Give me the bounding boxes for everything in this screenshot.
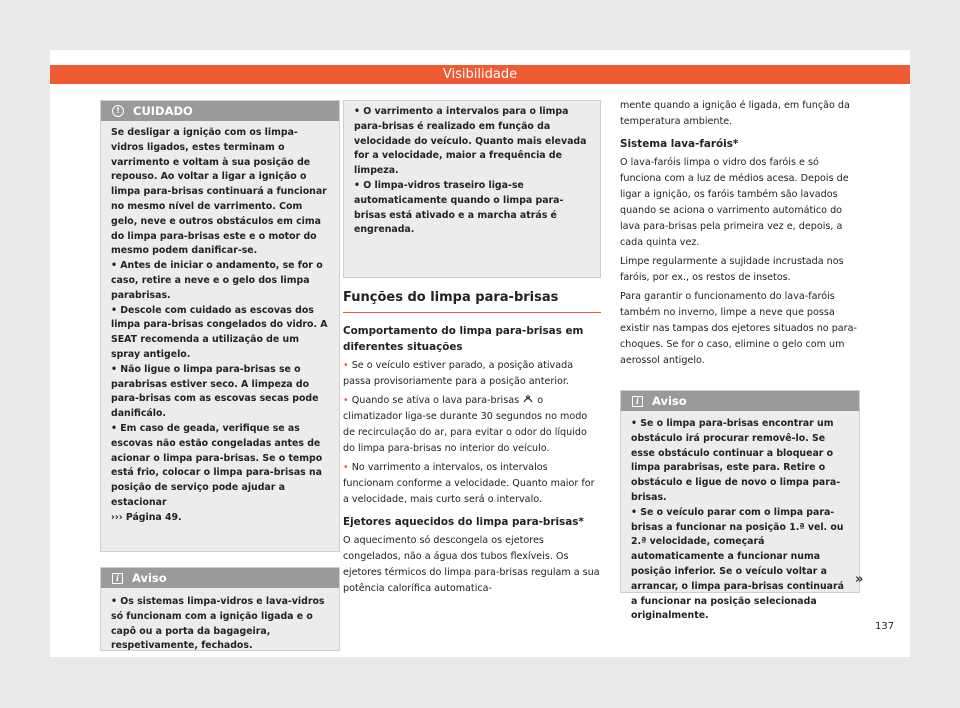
caution-item: • Antes de iniciar o andamento, se for o caso, retire a neve e o gelo dos limpa parabrisas. — [111, 260, 323, 301]
notice-box-left — [100, 567, 340, 651]
notice-right-item: • Se o veículo parar com o limpa para-brisas a funcionar na posição 1.ª vel. ou 2.ª velocidade, começará automaticamente a funcionar numa posição inferior. Se o veículo voltar a arrancar, o limpa para-brisas continuará a funcionar na posição selecionada originalmente. — [631, 506, 844, 622]
notice-right-title: Aviso — [652, 394, 687, 408]
notice-right-item: • Se o limpa para-brisas encontrar um obstáculo irá procurar removê-lo. Se esse obstáculo continuar a bloquear o limpa parabrisas, este para. Retire o obstáculo e ligue de novo o limpa para-brisas. — [631, 418, 841, 503]
behavior-item: • No varrimento a intervalos, os intervalos funcionam conforme a velocidade. Quanto maior for a velocidade, mais curto será o intervalo. — [343, 462, 595, 505]
wiper-info-body — [344, 101, 600, 238]
notice-box-left-header — [101, 568, 339, 588]
caution-item: • Descole com cuidado as escovas dos limpa para-brisas congelados do vidro. A SEAT recomenda a utilização de um spray antigelo. — [111, 304, 328, 360]
caution-box — [100, 100, 340, 552]
caution-body — [101, 121, 339, 526]
notice-left-title: Aviso — [132, 571, 167, 585]
notice-box-right-header — [621, 391, 859, 411]
notice-box-right — [620, 390, 860, 622]
headlight-title: Sistema lava-faróis* — [620, 138, 739, 150]
heated-title: Ejetores aquecidos do limpa para-brisas* — [343, 516, 584, 528]
behavior-title: Comportamento do limpa para-brisas em diferentes situações — [343, 325, 584, 353]
caution-item: • Em caso de geada, verifique se as escovas não estão congeladas antes de acionar o limpa para-brisas. Se o tempo está frio, colocar o limpa para-brisas na posição de serviço pode ajudar a estacionar — [111, 422, 323, 508]
header-band — [50, 65, 910, 84]
manual-page — [50, 50, 910, 657]
wiper-info-item: • O limpa-vidros traseiro liga-se automaticamente quando o limpa para-brisas está ativado e a marcha atrás é engrenada. — [354, 179, 564, 236]
wiper-info-box — [343, 100, 601, 278]
section-title: Funções do limpa para-brisas — [343, 290, 601, 313]
caution-page-ref[interactable]: ››› Página 49. — [111, 511, 182, 523]
page-number: 137 — [875, 621, 895, 632]
headlight-para: O lava-faróis limpa o vidro dos faróis e só funciona com a luz de médios acesa. Depois de ligar a ignição, os faróis também são lavados quando se aciona o varrimento automático do lava para-brisas pela primeira vez e, depois, a cada quinta vez. — [620, 157, 849, 248]
continued-text: mente quando a ignição é ligada, em função da temperatura ambiente. — [620, 100, 850, 127]
column-three — [620, 98, 862, 372]
caution-intro: Se desligar a ignição com os limpa-vidros ligados, estes terminam o varrimento e voltam à sua posição de repouso. Ao voltar a ligar a ignição o limpa para-brisas continuará a funcionar no mesmo nível de varrimento. Com gelo, neve e outros obstáculos em cima do limpa para-brisas este e o motor do mesmo podem danificar-se. — [111, 127, 327, 257]
caution-box-header — [101, 101, 339, 121]
notice-left-item: • Os sistemas limpa-vidros e lava-vidros só funcionam com a ignição ligada e o capô ou a porta da bagageira, respetivamente, fechados. — [111, 596, 325, 652]
page-header-title: Visibilidade — [442, 67, 518, 82]
continue-arrow: » — [855, 572, 864, 587]
info-icon: i — [112, 573, 123, 584]
behavior-item: • Quando se ativa o lava para-brisas o climatizador liga-se durante 30 segundos no modo de recirculação do ar, para evitar o odor do líquido do limpa para-brisas no interior do veículo. — [343, 395, 588, 454]
heated-text: O aquecimento só descongela os ejetores congelados, não a água dos tubos flexíveis. Os ejetores térmicos do limpa para-brisas regulam a sua potência calorífica automatica- — [343, 535, 600, 594]
headlight-para: Limpe regularmente a sujidade incrustada nos faróis, por ex., os restos de insetos. — [620, 256, 844, 283]
exclamation-icon: ! — [112, 105, 124, 117]
washer-icon — [522, 394, 534, 404]
notice-right-body — [621, 411, 859, 624]
info-icon: i — [632, 396, 643, 407]
headlight-para: Para garantir o funcionamento do lava-faróis também no inverno, limpe a neve que possa existir nas tampas dos ejetores situados no para-choques. Se for o caso, elimine o gelo com um aerossol antigelo. — [620, 291, 857, 366]
caution-title: CUIDADO — [133, 104, 193, 118]
wiper-info-item: • O varrimento a intervalos para o limpa para-brisas é realizado em função da velocidade do veículo. Quanto mais elevada for a velocidade, maior a frequência de limpeza. — [354, 106, 587, 177]
behavior-item: • Se o veículo estiver parado, a posição ativada passa provisoriamente para a posição anterior. — [343, 360, 574, 387]
notice-left-body — [101, 588, 339, 654]
caution-item: • Não ligue o limpa para-brisas se o parabrisas estiver seco. A limpeza do para-brisas com as escovas secas pode danificálo. — [111, 363, 319, 420]
wiper-functions-section — [343, 290, 601, 600]
